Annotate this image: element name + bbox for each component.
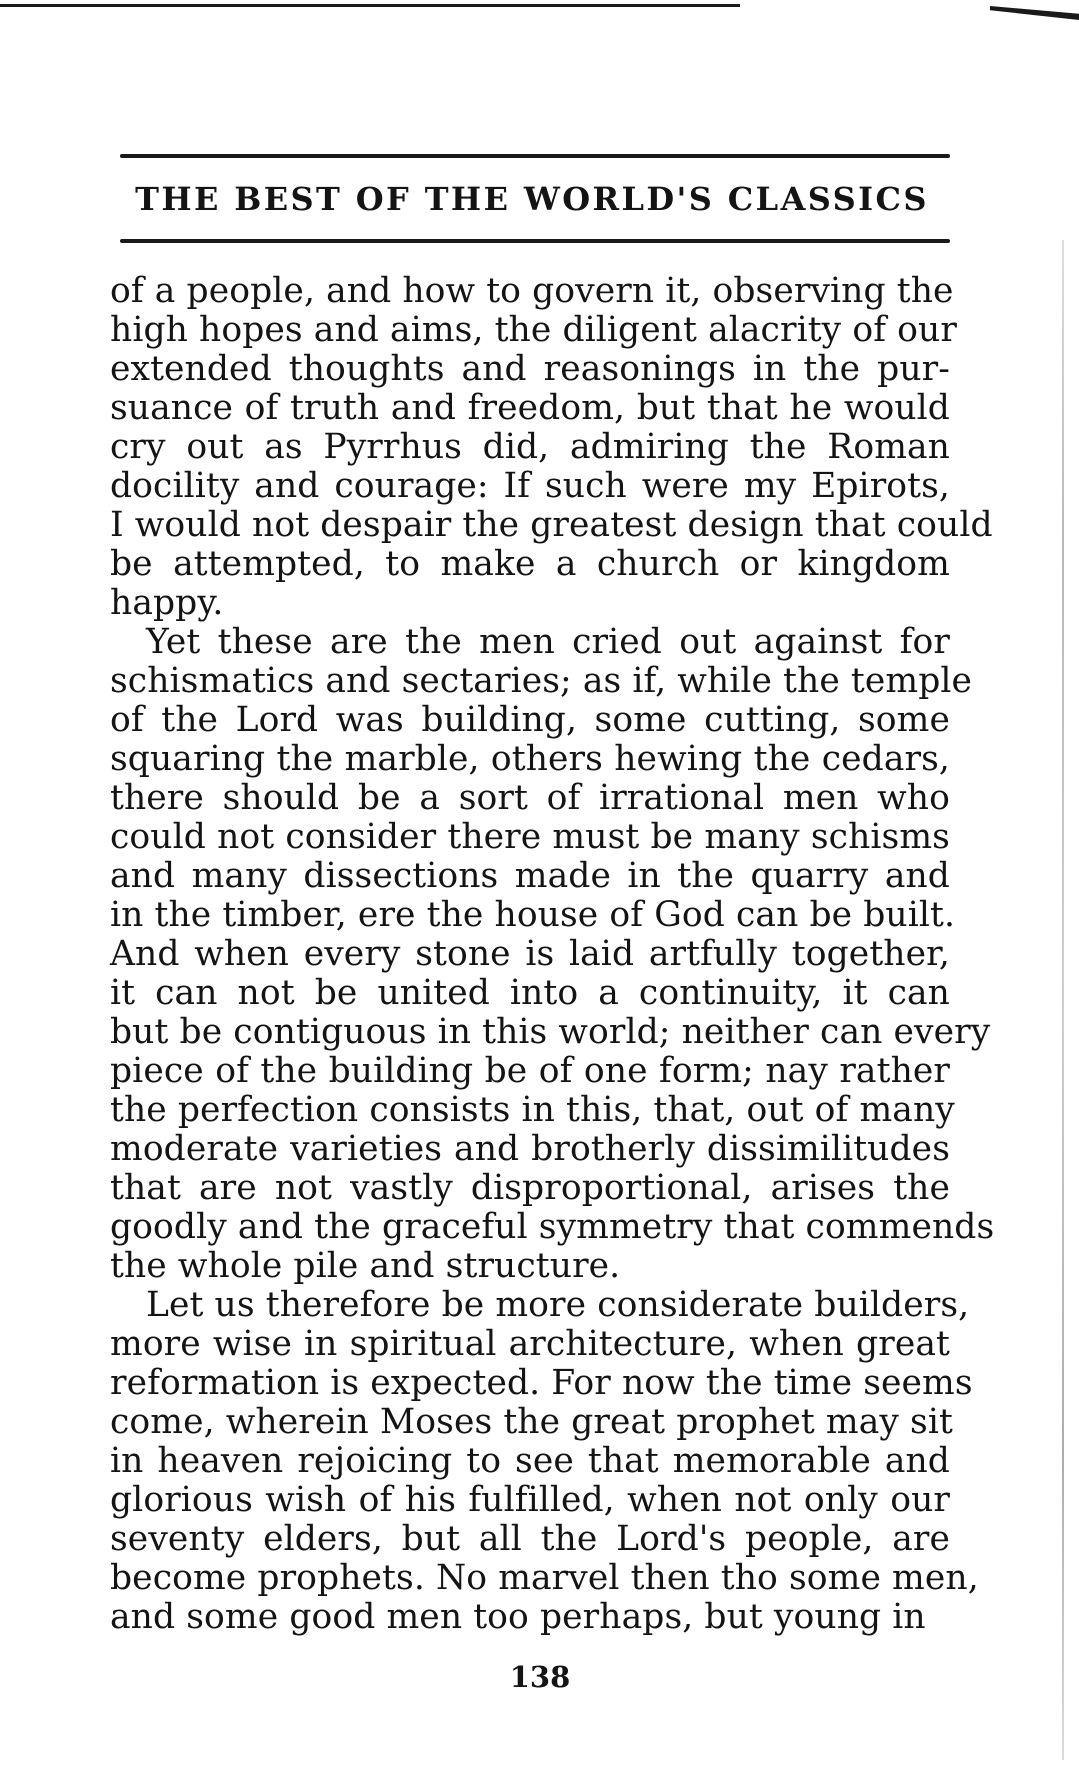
text-line: be attempted, to make a church or kingdom xyxy=(110,544,950,584)
text-line: of the Lord was building, some cutting, some xyxy=(110,700,950,740)
header-rule-bottom xyxy=(120,239,950,243)
text-line: moderate varieties and brotherly dissimilitudes xyxy=(110,1129,950,1169)
text-line: reformation is expected. For now the time seems xyxy=(110,1363,973,1403)
text-line: could not consider there must be many schisms xyxy=(110,817,950,857)
text-line: become prophets. No marvel then tho some men, xyxy=(110,1558,979,1598)
scan-edge-top-line xyxy=(0,4,740,7)
header-rule-top xyxy=(120,154,950,158)
text-line: that are not vastly disproportional, arises the xyxy=(110,1168,950,1208)
text-line: I would not despair the greatest design that could xyxy=(110,505,993,545)
text-line: docility and courage: If such were my Epirots, xyxy=(110,466,950,506)
text-line: of a people, and how to govern it, observing the xyxy=(110,271,954,311)
text-line: happy. xyxy=(110,583,224,623)
text-line: cry out as Pyrrhus did, admiring the Roman xyxy=(110,427,950,467)
text-line: schismatics and sectaries; as if, while the temple xyxy=(110,661,973,701)
text-line: the whole pile and structure. xyxy=(110,1246,621,1286)
text-line: come, wherein Moses the great prophet may sit xyxy=(110,1402,953,1442)
text-line: and some good men too perhaps, but young in xyxy=(110,1597,926,1637)
text-line: And when every stone is laid artfully together, xyxy=(110,934,950,974)
text-line: suance of truth and freedom, but that he would xyxy=(110,388,950,428)
text-line: extended thoughts and reasonings in the pur- xyxy=(110,349,950,389)
text-line: goodly and the graceful symmetry that commends xyxy=(110,1207,995,1247)
text-line: squaring the marble, others hewing the cedars, xyxy=(110,739,950,779)
body-text xyxy=(110,271,995,1637)
text-line: piece of the building be of one form; nay rather xyxy=(110,1051,950,1091)
text-line: and many dissections made in the quarry and xyxy=(110,856,950,896)
text-line: Let us therefore be more considerate builders, xyxy=(146,1285,970,1325)
text-line: there should be a sort of irrational men who xyxy=(110,778,950,818)
text-line: high hopes and aims, the diligent alacrity of our xyxy=(110,310,957,350)
text-line: the perfection consists in this, that, out of many xyxy=(110,1090,955,1130)
text-line: Yet these are the men cried out against for xyxy=(146,622,950,662)
text-line: seventy elders, but all the Lord's people, are xyxy=(110,1519,950,1559)
paragraph xyxy=(110,622,995,1286)
text-line: in the timber, ere the house of God can be built. xyxy=(110,895,956,935)
scan-edge-top-tab xyxy=(990,6,1079,20)
paragraph xyxy=(110,271,993,623)
text-line: but be contiguous in this world; neither can every xyxy=(110,1012,991,1052)
page-number: 138 xyxy=(509,1660,571,1694)
text-line: glorious wish of his fulfilled, when not only our xyxy=(110,1480,950,1520)
paragraph xyxy=(110,1285,979,1637)
running-head: THE BEST OF THE WORLD'S CLASSICS xyxy=(135,180,929,218)
text-line: more wise in spiritual architecture, when great xyxy=(110,1324,950,1364)
scan-edge-right xyxy=(1062,240,1064,1760)
text-line: it can not be united into a continuity, it can xyxy=(110,973,950,1013)
text-line: in heaven rejoicing to see that memorable and xyxy=(110,1441,950,1481)
